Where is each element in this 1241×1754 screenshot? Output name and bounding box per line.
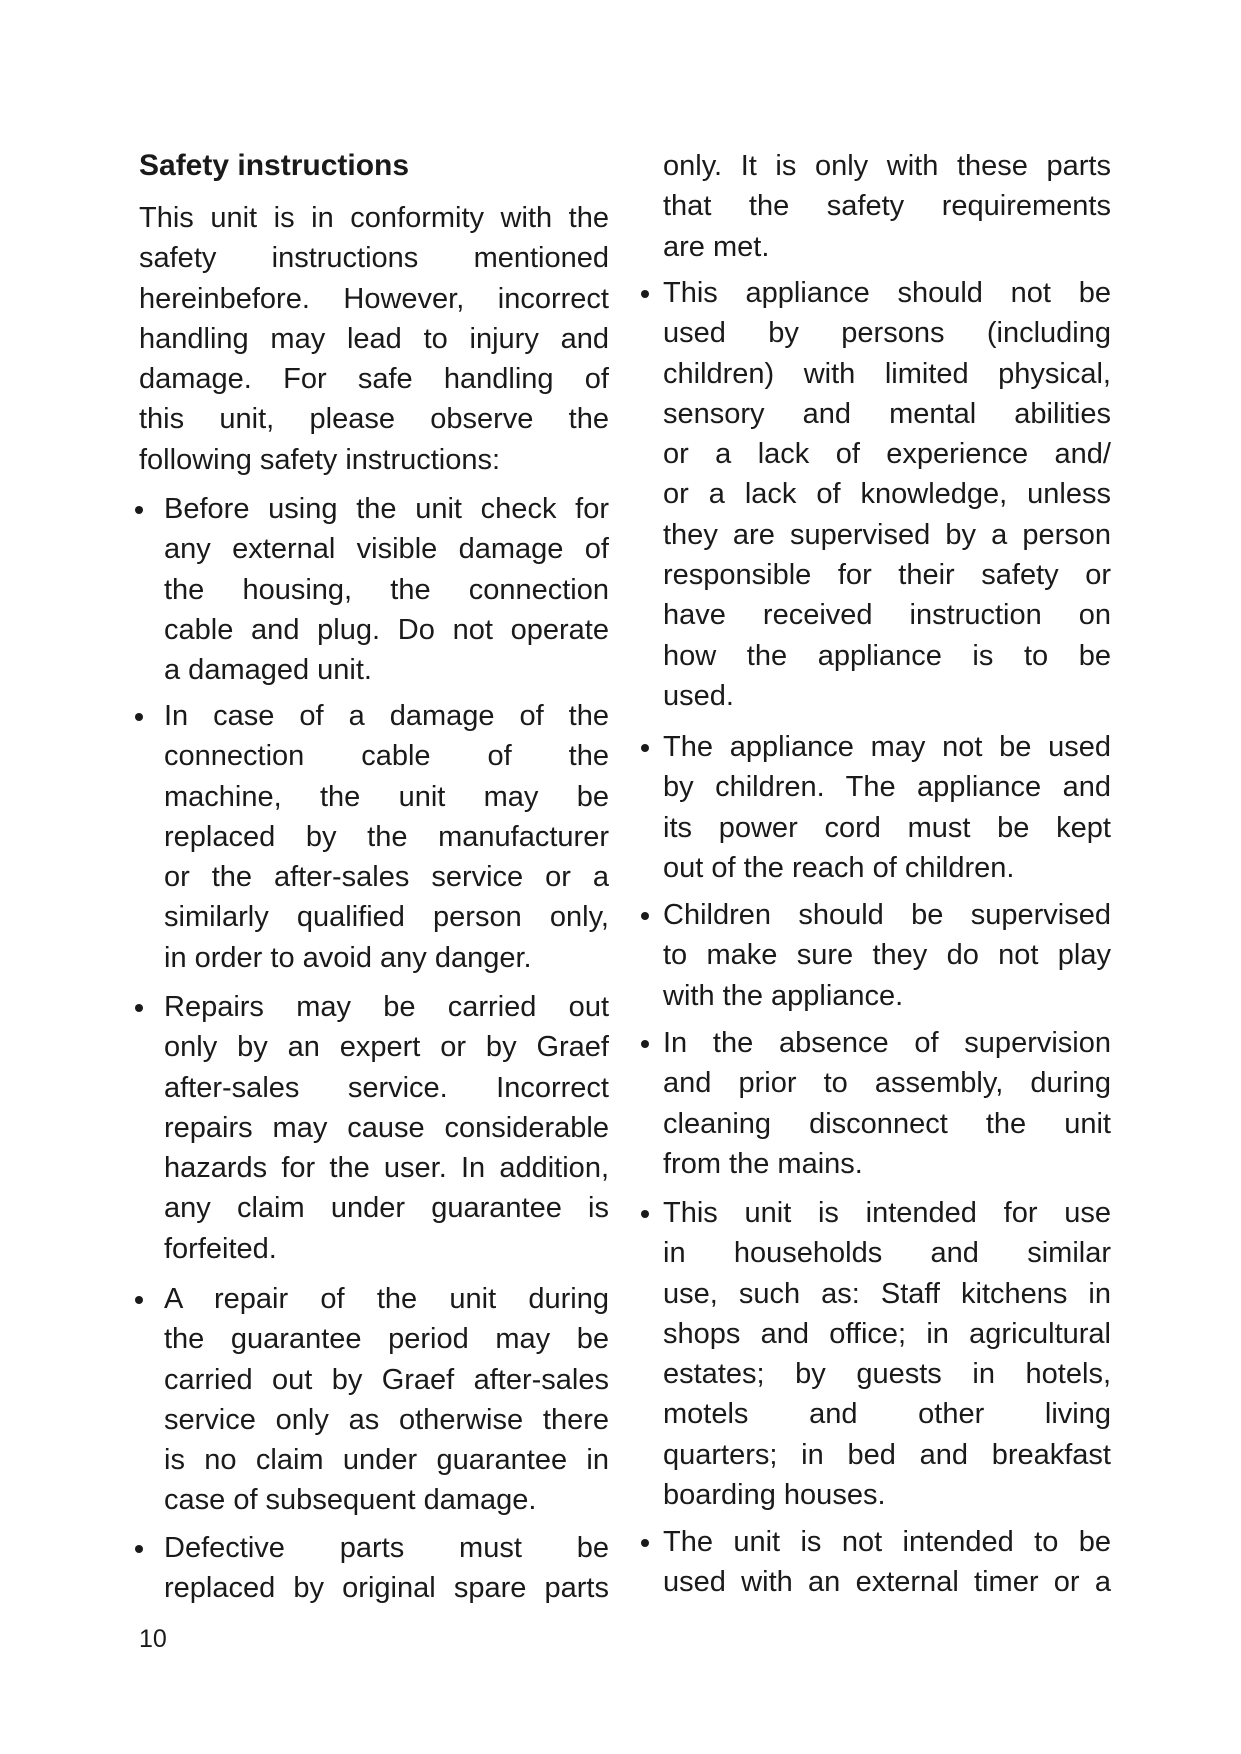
text-line: responsible for their safety or xyxy=(663,559,1111,592)
text-line: following safety instructions: xyxy=(139,443,501,476)
bullet-item xyxy=(663,727,1111,888)
text-line: the housing, the connection xyxy=(164,573,609,606)
text-line: to make sure they do not play xyxy=(663,939,1111,972)
bullet-icon xyxy=(135,713,143,721)
text-line: similarly qualified person only, xyxy=(164,901,609,934)
text-line: Before using the unit check for xyxy=(164,493,609,525)
text-line: forfeited. xyxy=(164,1232,277,1265)
text-line: carried out by Graef after-sales xyxy=(164,1363,609,1396)
text-line: machine, the unit may be xyxy=(164,780,609,813)
text-line: Repairs may be carried out xyxy=(164,991,609,1023)
bullet-icon xyxy=(641,1539,649,1547)
bullet-item xyxy=(663,1522,1111,1603)
bullet-icon xyxy=(641,1040,649,1048)
bullet-item xyxy=(663,273,1111,716)
bullet-icon xyxy=(135,1004,143,1012)
text-line: by children. The appliance and xyxy=(663,771,1111,804)
bullet-item xyxy=(663,895,1111,1016)
bullet-icon xyxy=(135,1545,143,1553)
paragraph xyxy=(139,198,609,480)
text-line: motels and other living xyxy=(663,1398,1111,1431)
bullet-icon xyxy=(135,506,143,514)
text-line: A repair of the unit during xyxy=(164,1283,609,1315)
text-line: safety instructions mentioned xyxy=(139,242,609,275)
text-line: any claim under guarantee is xyxy=(164,1192,609,1225)
text-line: out of the reach of children. xyxy=(663,851,1015,884)
text-line: after-sales service. Incorrect xyxy=(164,1071,609,1104)
text-line: estates; by guests in hotels, xyxy=(663,1358,1111,1391)
text-line: in order to avoid any danger. xyxy=(164,941,532,974)
text-line: and prior to assembly, during xyxy=(663,1067,1111,1100)
text-line: a damaged unit. xyxy=(164,654,372,687)
bullet-item xyxy=(164,1528,609,1609)
text-line: damage. For safe handling of xyxy=(139,363,609,396)
text-line: only. It is only with these parts xyxy=(663,150,1111,182)
text-line: the guarantee period may be xyxy=(164,1323,609,1356)
text-line: In case of a damage of the xyxy=(164,700,609,732)
text-line: case of subsequent damage. xyxy=(164,1484,537,1517)
text-line: in households and similar xyxy=(663,1237,1111,1270)
bullet-item xyxy=(663,1193,1111,1515)
text-line: Children should be supervised xyxy=(663,899,1111,931)
text-line: service only as otherwise there xyxy=(164,1403,609,1436)
bullet-icon xyxy=(641,1210,649,1218)
text-line: is no claim under guarantee in xyxy=(164,1444,609,1477)
bullet-icon xyxy=(135,1296,143,1304)
text-line: that the safety requirements xyxy=(663,190,1111,223)
text-line: they are supervised by a person xyxy=(663,518,1111,551)
text-line: This appliance should not be xyxy=(663,277,1111,309)
text-line: boarding houses. xyxy=(663,1479,886,1512)
text-line: Defective parts must be xyxy=(164,1532,609,1564)
text-line: hereinbefore. However, incorrect xyxy=(139,282,609,315)
text-line: connection cable of the xyxy=(164,740,609,773)
text-line: or a lack of experience and/ xyxy=(663,438,1111,471)
bullet-item xyxy=(164,489,609,690)
text-line: cable and plug. Do not operate xyxy=(164,613,609,646)
text-line: handling may lead to injury and xyxy=(139,322,609,355)
bullet-item xyxy=(663,1023,1111,1184)
text-line: are met. xyxy=(663,230,770,263)
text-line: use, such as: Staff kitchens in xyxy=(663,1277,1111,1310)
text-line: used. xyxy=(663,679,734,712)
bullet-item xyxy=(164,1279,609,1521)
bullet-icon xyxy=(641,912,649,920)
text-line: replaced by the manufacturer xyxy=(164,820,609,853)
text-line: The appliance may not be used xyxy=(663,731,1111,763)
paragraph xyxy=(663,146,1111,267)
text-line: or a lack of knowledge, unless xyxy=(663,478,1111,511)
text-line: repairs may cause considerable xyxy=(164,1111,609,1144)
text-line: from the mains. xyxy=(663,1147,863,1180)
text-line: hazards for the user. In addition, xyxy=(164,1152,609,1185)
text-line: have received instruction on xyxy=(663,599,1111,632)
text-line: this unit, please observe the xyxy=(139,403,609,436)
text-line: The unit is not intended to be xyxy=(663,1526,1111,1558)
text-line: sensory and mental abilities xyxy=(663,397,1111,430)
text-line: replaced by original spare parts xyxy=(164,1572,609,1605)
text-line: quarters; in bed and breakfast xyxy=(663,1438,1111,1471)
bullet-item xyxy=(164,696,609,978)
text-line: used with an external timer or a xyxy=(663,1566,1111,1599)
text-line: used by persons (including xyxy=(663,317,1111,350)
text-line: This unit is in conformity with the xyxy=(139,202,609,234)
text-line: with the appliance. xyxy=(663,979,904,1012)
text-line: any external visible damage of xyxy=(164,533,609,566)
text-line: shops and office; in agricultural xyxy=(663,1317,1111,1350)
bullet-item xyxy=(164,987,609,1269)
text-line: In the absence of supervision xyxy=(663,1027,1111,1059)
text-line: how the appliance is to be xyxy=(663,639,1111,672)
text-line: children) with limited physical, xyxy=(663,357,1111,390)
page-number: 10 xyxy=(139,1625,167,1653)
text-line: only by an expert or by Graef xyxy=(164,1031,609,1064)
bullet-icon xyxy=(641,744,649,752)
text-line: cleaning disconnect the unit xyxy=(663,1107,1111,1140)
text-line: This unit is intended for use xyxy=(663,1197,1111,1229)
text-line: its power cord must be kept xyxy=(663,811,1111,844)
section-heading: Safety instructions xyxy=(139,149,410,182)
text-line: or the after-sales service or a xyxy=(164,861,609,894)
bullet-icon xyxy=(641,290,649,298)
